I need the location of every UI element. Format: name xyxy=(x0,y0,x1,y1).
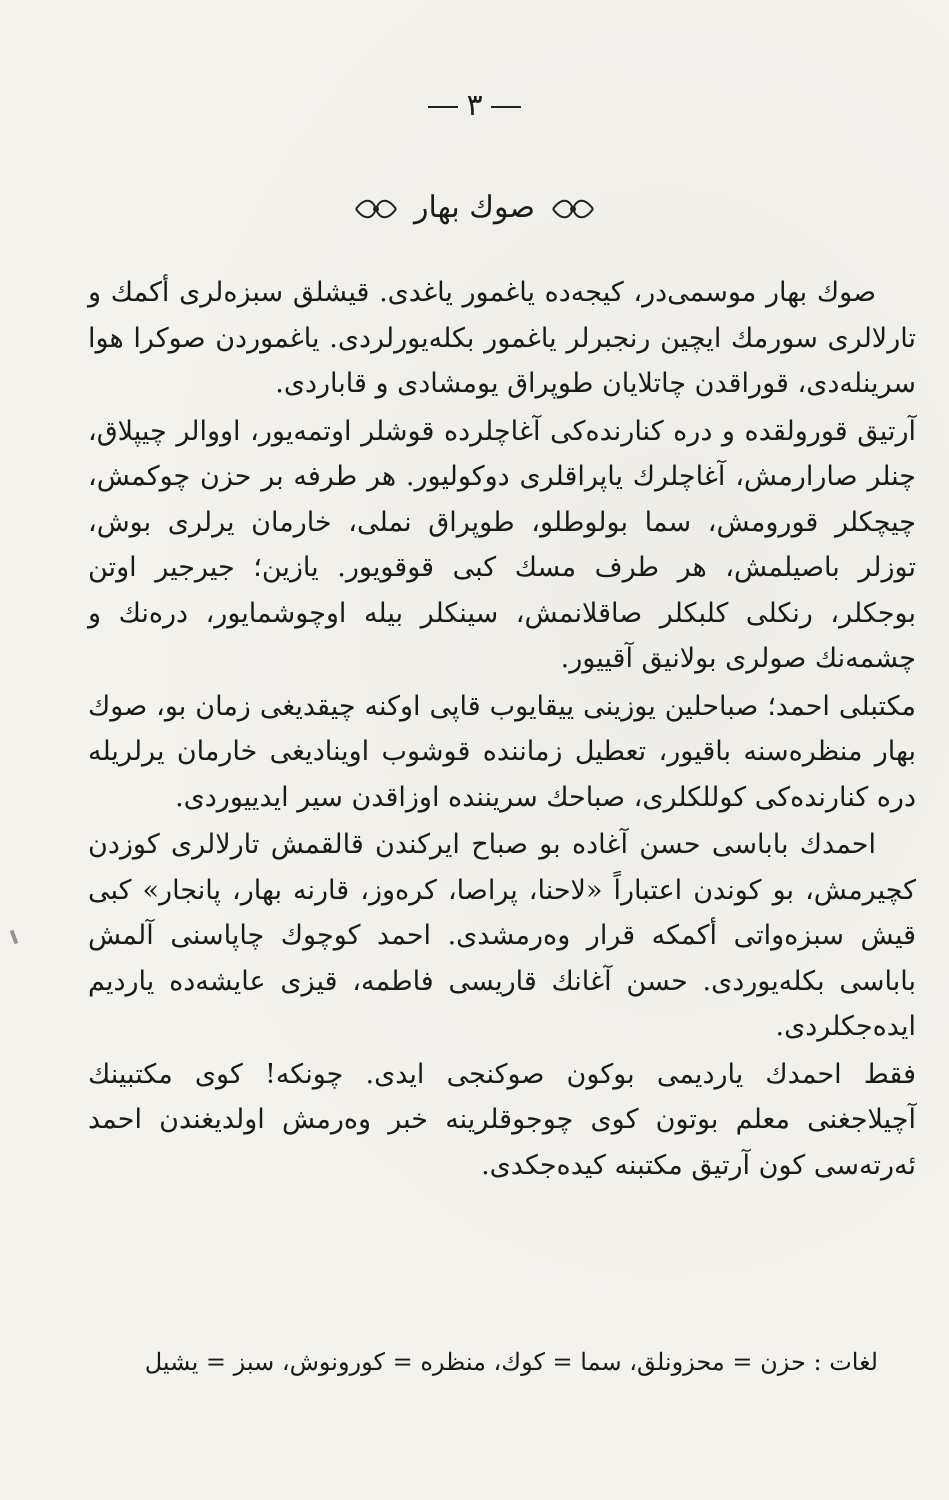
paragraph-1: صوك بهار موسمی‌در، كیجه‌ده یاغمور یاغدی. قیشلق سبزه‌لری أكمك و تارلالری سورمك ایچین رنجبرلر یاغمور بكله‌یورلردی. یاغموردن صوكرا هوا سرینله‌دی، قوراقدن چاتلایان طوپراق یومشادی و قاباردی. xyxy=(88,277,916,399)
ornament-left-icon xyxy=(354,196,398,222)
vocabulary-footnote xyxy=(88,1342,878,1382)
paragraph-3: مكتبلی احمد؛ صباحلین یوزینی ییقایوب قاپی اوكنه چیقدیغی زمان بو، صوك بهار منظره‌سنه باقیور، تعطیل زماننده قوشوب اویناديغی خارمان یرلریله دره كنارنده‌كی كوللكلری، صباحك سریننده اوزاقدن سیر ایدییوردی. xyxy=(88,690,916,813)
dash-right xyxy=(491,106,521,108)
chapter-title-row xyxy=(0,190,949,225)
paragraph-5: فقط احمدك یاردیمی بوكون صوكنجی ایدی. چونكه! كوی مكتبینك آچیلاجغنی معلم بوتون كوی چوجوقلرینه خبر وه‌رمش اولدیغندن احمد ئه‌رته‌سی كون آرتیق مكتبنه كیده‌جكدی. xyxy=(88,1058,916,1181)
page-number-value: ٣ xyxy=(466,88,483,123)
vocabulary-label: لغات : xyxy=(813,1348,878,1376)
chapter-title: صوك بهار xyxy=(413,190,536,225)
vocabulary-entries: حزن = محزونلق، سما = كوك، منظره = كورونوش، سبز = یشیل xyxy=(144,1348,806,1376)
body-text xyxy=(88,270,916,1188)
ornament-right-icon xyxy=(551,196,595,222)
dash-left xyxy=(428,106,458,108)
margin-mark xyxy=(10,930,19,945)
paragraph-4: احمدك باباسی حسن آغاده بو صباح ایركندن قالقمش تارلالری كوزدن كچیرمش، بو كوندن اعتباراً «لاحنا، پراصا، كره‌وز، قارنه بهار، پانجار» كبی قیش سبزه‌واتی أكمكه قرار وه‌رمشدی. احمد كوچوك چاپاسنی آلمش باباسی بكله‌یوردی. حسن آغانك قاریسی فاطمه، قیزی عایشه‌ده یاردیم ایده‌جكلردی. xyxy=(88,829,916,1042)
page-number xyxy=(0,88,949,123)
paragraph-2: آرتیق قورولقده و دره كنارنده‌كی آغاچلرده قوشلر اوتمه‌یور، اووالر چیپلاق، چنلر صارارمش، آغاچلرك یاپراقلری دوكولیور. هر طرفه بر حزن چوكمش، چیچكلر قورومش، سما بولوطلو، طوپراق نملی، خارمان یرلری بوش، توزلر باصیلمش، هر طرف مسك كبی قوقویور. یازین؛ جیرجیر اوتن بوجكلر، رنكلی كلبكلر صاقلانمش، سینكلر بیله اوچوشمایور، دره‌نك و چشمه‌نك صولری بولانیق آقییور. xyxy=(88,415,916,674)
